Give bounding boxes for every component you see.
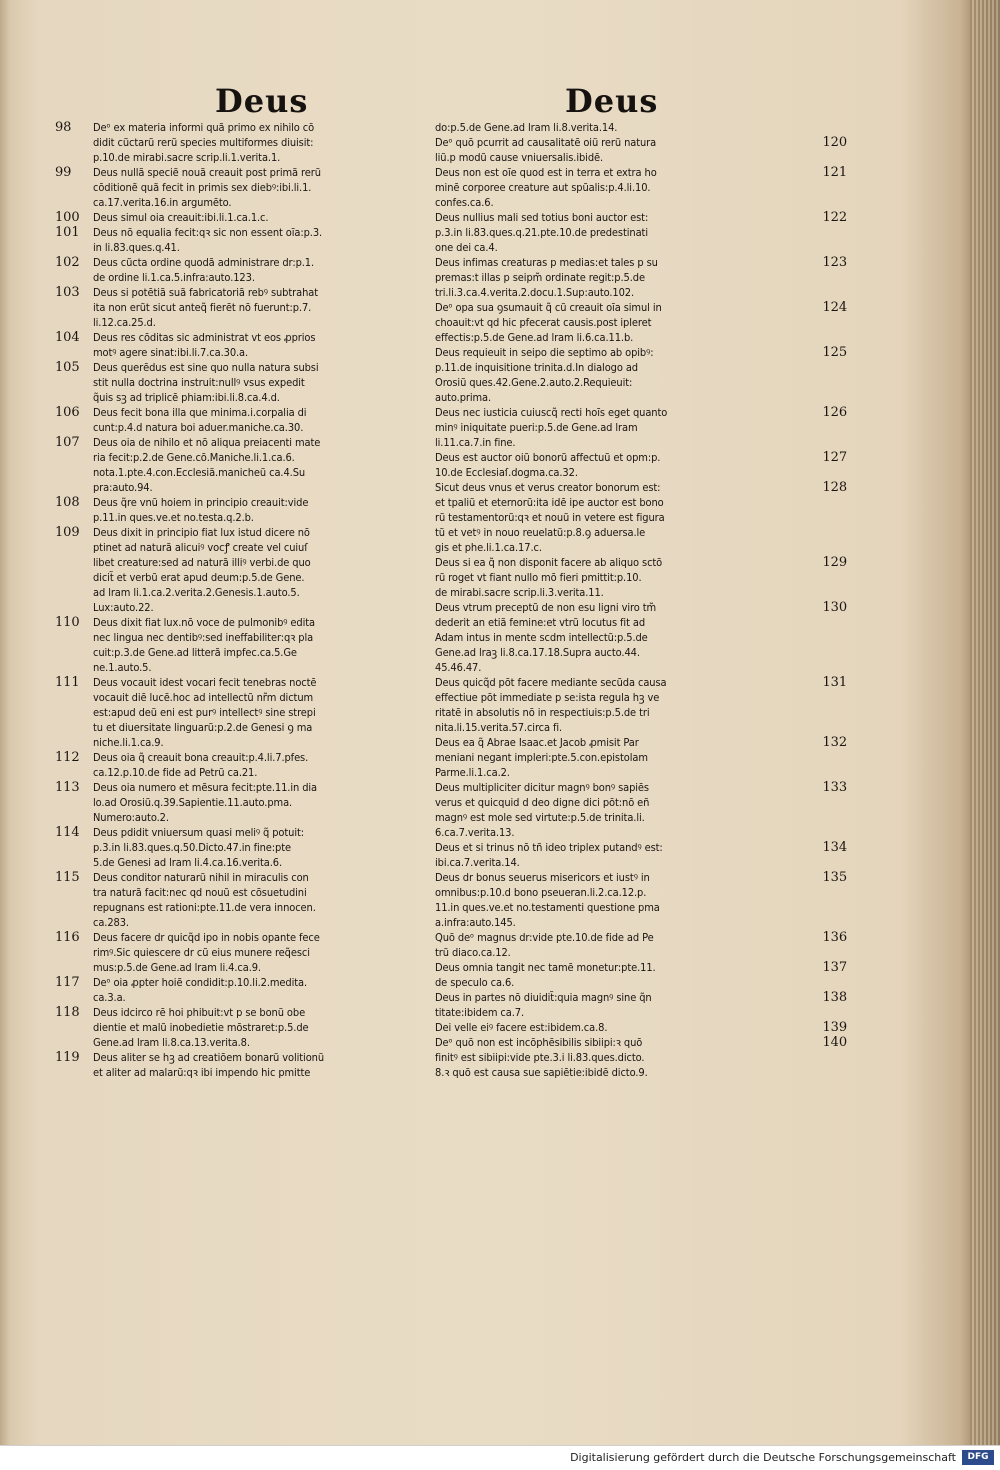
entry-number: 132 bbox=[822, 735, 847, 750]
index-entry bbox=[435, 675, 847, 735]
entry-number: 98 bbox=[55, 120, 72, 135]
index-entry bbox=[55, 1005, 435, 1050]
entry-text: Quō deᵒ magnus dr:vide pte.10.de fide ad Pe trũ diaco.ca.12. bbox=[435, 931, 654, 959]
entry-text: Deus in partes nō diuidit̃:quia magnꝰ sine q̃n titate:ibidem ca.7. bbox=[435, 991, 652, 1019]
entry-number: 121 bbox=[822, 165, 847, 180]
running-head-left: Deus bbox=[215, 82, 309, 120]
entry-text: Deus nō equalia fecit:qꝛ sic non essent oīa:p.3. in li.83.ques.q.41. bbox=[93, 226, 323, 254]
index-entry bbox=[435, 345, 847, 405]
entry-number: 133 bbox=[822, 780, 847, 795]
entry-text: Deus infimas creaturas p medias:et tales p su premas:t illas p seipm̃ ordinate regit:p.5.de tri.li.3.ca.4.verita.2.docu.1.Sup:auto.102. bbox=[435, 256, 658, 299]
entry-number: 113 bbox=[55, 780, 80, 795]
entry-text: Deus dr bonus seuerus misericors et iustꝰ in omnibus:p.10.d bono pseueran.li.2.ca.12.p. 11.in ques.ve.et no.testamenti questione pma a.infra:auto.145. bbox=[435, 871, 660, 929]
entry-text: Deus nullius mali sed totius boni auctor est: p.3.in li.83.ques.q.21.pte.10.de predestinati one dei ca.4. bbox=[435, 211, 649, 254]
index-entry bbox=[55, 210, 435, 225]
entry-number: 116 bbox=[55, 930, 80, 945]
page-edge bbox=[970, 0, 1000, 1445]
entry-number: 137 bbox=[822, 960, 847, 975]
entry-text: Deus nullã speciẽ nouã creauit post primã rerũ cōditionẽ quã fecit in primis sex diebꝰ:ibi.li.1. ca.17.verita.16.in argumēto. bbox=[93, 166, 321, 209]
entry-text: Deus quicq̃d pōt facere mediante secũda causa effectiue pōt immediate p se:ista regula hꝫ ve ritatē in absolutis nō in respectiuis:p.5.de tri nita.li.15.verita.57.circa fi. bbox=[435, 676, 667, 734]
index-entry bbox=[55, 330, 435, 360]
index-entry bbox=[435, 480, 847, 555]
entry-text: Deus non est oīe quod est in terra et extra ho minē corporee creature aut spũalis:p.4.li.10. confes.ca.6. bbox=[435, 166, 657, 209]
entry-text: Deus conditor naturarũ nihil in miraculis con tra naturã facit:nec qd nouũ est cōsuetudini repugnans est rationi:pte.11.de vera innocen. ca.283. bbox=[93, 871, 316, 929]
entry-number: 110 bbox=[55, 615, 80, 630]
index-entry bbox=[435, 120, 805, 135]
entry-text: Deᵒ quō non est incōphēsibilis sibiipi:ꝛ quō finitꝰ est sibiipi:vide pte.3.i li.83.ques.dicto. 8.ꝛ quō est causa sue sapiētie:ibidē dicto.9. bbox=[435, 1036, 648, 1079]
index-entry bbox=[435, 555, 847, 600]
index-entry bbox=[435, 165, 847, 210]
entry-text: Deᵒ ex materia informi quã primo ex nihilo cō didit cũctarũ rerũ species multiformes diuisit: p.10.de mirabi.sacre scrip.li.1.verita.1. bbox=[93, 121, 315, 164]
entry-text: Deus si potētiã suã fabricatoriã rebꝰ subtrahat ita non erũt sicut anteq̃ fierēt nō fuerunt:p.7. li.12.ca.25.d. bbox=[93, 286, 318, 329]
index-entry bbox=[55, 675, 435, 750]
entry-number: 117 bbox=[55, 975, 80, 990]
index-entry bbox=[55, 525, 435, 615]
entry-number: 109 bbox=[55, 525, 80, 540]
entry-text: do:p.5.de Gene.ad lram li.8.verita.14. bbox=[435, 121, 618, 134]
index-entry bbox=[435, 930, 847, 960]
entry-text: Deus est auctor oiũ bonorũ affectuũ et opm:p. 10.de Ecclesiaſ.dogma.ca.32. bbox=[435, 451, 661, 479]
index-entry bbox=[435, 450, 847, 480]
entry-number: 123 bbox=[822, 255, 847, 270]
index-entry bbox=[435, 1035, 847, 1080]
entry-text: Deus pdidit vniuersum quasi meliꝰ q̃ potuit: p.3.in li.83.ques.q.50.Dicto.47.in fine:pte 5.de Genesi ad lram li.4.ca.16.verita.6. bbox=[93, 826, 305, 869]
entry-number: 119 bbox=[55, 1050, 80, 1065]
entry-number: 140 bbox=[822, 1035, 847, 1050]
entry-text: Deus vtrum preceptũ de non esu ligni viro tm̃ dederit an etiã femine:et vtrũ locutus fit ad Adam intus in mente scdm intellectũ:p.5.de Gene.ad lraꝫ li.8.ca.17.18.Supra aucto.44. 45.46.47. bbox=[435, 601, 657, 674]
entry-text: Deus dixit in principio fiat lux istud dicere nō ptinet ad naturã alicuiꝰ vocꝭ create vel cuiuſ libet creature:sed ad naturã illiꝰ verbi.de quo dicit̃ et verbũ erat apud deum:p.5.de Gene. ad lram li.1.ca.2.verita.2.Genesis.1.auto.5. Lux:auto.22. bbox=[93, 526, 311, 614]
index-entry bbox=[55, 225, 435, 255]
entry-number: 127 bbox=[822, 450, 847, 465]
funding-notice: Digitalisierung gefördert durch die Deutsche Forschungsgemeinschaft bbox=[570, 1451, 956, 1464]
entry-number: 138 bbox=[822, 990, 847, 1005]
entry-number: 136 bbox=[822, 930, 847, 945]
index-entry bbox=[55, 825, 435, 870]
index-entry bbox=[55, 405, 435, 435]
index-entry bbox=[435, 405, 847, 450]
entry-number: 120 bbox=[822, 135, 847, 150]
entry-text: Deus omnia tangit nec tamē monetur:pte.11. de speculo ca.6. bbox=[435, 961, 656, 989]
entry-text: Deus oia numero et mẽsura fecit:pte.11.in dia lo.ad Orosiũ.q.39.Sapientie.11.auto.pma. Numero:auto.2. bbox=[93, 781, 318, 824]
left-column bbox=[55, 120, 435, 1080]
index-entry bbox=[435, 300, 847, 345]
entry-number: 134 bbox=[822, 840, 847, 855]
right-column bbox=[435, 120, 847, 1080]
entry-text: Deus q̃re vnũ hoiem in principio creauit:vide p.11.in ques.ve.et no.testa.q.2.b. bbox=[93, 496, 309, 524]
index-entry bbox=[55, 615, 435, 675]
entry-text: Deus querēdus est sine quo nulla natura subsi stit nulla doctrina instruit:nullꝰ vsus expedit q̃uis sꝫ ad triplicē phiam:ibi.li.8.ca.4.d. bbox=[93, 361, 319, 404]
index-entry bbox=[55, 435, 435, 495]
entry-number: 103 bbox=[55, 285, 80, 300]
index-entry bbox=[435, 735, 847, 780]
index-entry bbox=[435, 780, 847, 840]
entry-number: 124 bbox=[822, 300, 847, 315]
entry-number: 122 bbox=[822, 210, 847, 225]
entry-text: Deus ea q̃ Abrae Isaac.et Jacob ꝓmisit Par meniani negant impleri:pte.5.con.epistolam Parme.li.1.ca.2. bbox=[435, 736, 648, 779]
entry-text: Deᵒ quō pcurrit ad causalitatē oiũ rerũ natura liũ.p modũ cause vniuersalis.ibidē. bbox=[435, 136, 657, 164]
entry-text: Deus facere dr quicq̃d ipo in nobis opante fece rimꝰ.Sic quiescere dr cũ eius munere req̃esci mus:p.5.de Gene.ad lram li.4.ca.9. bbox=[93, 931, 320, 974]
index-entry bbox=[55, 285, 435, 330]
dfg-logo: DFG bbox=[962, 1450, 994, 1465]
entry-number: 107 bbox=[55, 435, 80, 450]
index-entry bbox=[55, 780, 435, 825]
index-entry bbox=[435, 990, 847, 1020]
entry-text: Deus oia q̃ creauit bona creauit:p.4.li.7.pfes. ca.12.p.10.de fide ad Petrũ ca.21. bbox=[93, 751, 309, 779]
index-entry bbox=[55, 1050, 435, 1080]
entry-text: Deus fecit bona illa que minima.i.corpalia di cunt:p.4.d natura boi aduer.maniche.ca.30. bbox=[93, 406, 307, 434]
entry-number: 102 bbox=[55, 255, 80, 270]
index-entry bbox=[55, 930, 435, 975]
running-head-right: Deus bbox=[565, 82, 659, 120]
index-entry bbox=[435, 600, 847, 675]
entry-text: Deus vocauit idest vocari fecit tenebras noctē vocauit diē lucē.hoc ad intellectũ nr̃m dictum est:apud deũ eni est purꝰ intellectꝰ sine strepi tu et diuersitate linguarũ:p.2.de Genesi ꝯ ma niche.li.1.ca.9. bbox=[93, 676, 317, 749]
index-entry bbox=[55, 750, 435, 780]
index-entry bbox=[55, 120, 435, 165]
entry-text: Deus nec iusticia cuiuscq̃ recti hoīs eget quanto minꝰ iniquitate pueri:p.5.de Gene.ad lram li.11.ca.7.in fine. bbox=[435, 406, 668, 449]
index-entry bbox=[435, 960, 847, 990]
entry-number: 112 bbox=[55, 750, 80, 765]
index-entry bbox=[55, 870, 435, 930]
entry-number: 100 bbox=[55, 210, 80, 225]
entry-number: 130 bbox=[822, 600, 847, 615]
index-entry bbox=[55, 360, 435, 405]
footer-bar bbox=[0, 1445, 1000, 1470]
entry-text: Deᵒ oia ꝓpter hoiẽ condidit:p.10.li.2.medita. ca.3.a. bbox=[93, 976, 308, 1004]
entry-text: Deus oia de nihilo et nō aliqua preiacenti mate ria fecit:p.2.de Gene.cō.Maniche.li.1.ca.6. nota.1.pte.4.con.Ecclesiã.manicheũ ca.4.Su pra:auto.94. bbox=[93, 436, 321, 494]
index-entry bbox=[435, 870, 847, 930]
entry-number: 101 bbox=[55, 225, 80, 240]
entry-number: 99 bbox=[55, 165, 72, 180]
entry-text: Deus cũcta ordine quodã administrare dr:p.1. de ordine li.1.ca.5.infra:auto.123. bbox=[93, 256, 315, 284]
entry-number: 115 bbox=[55, 870, 80, 885]
entry-text: Deus idcirco rē hoi phibuit:vt p se bonũ obe dientie et malũ inobedietie mōstraret:p.5.de Gene.ad lram li.8.ca.13.verita.8. bbox=[93, 1006, 309, 1049]
entry-text: Deus multipliciter dicitur magnꝰ bonꝰ sapiēs verus et quicquid d deo digne dici pōt:nō eñ magnꝰ est mole sed virtute:p.5.de trinita.li. 6.ca.7.verita.13. bbox=[435, 781, 650, 839]
index-entry bbox=[55, 165, 435, 210]
entry-number: 108 bbox=[55, 495, 80, 510]
entry-number: 114 bbox=[55, 825, 80, 840]
index-entry bbox=[55, 975, 435, 1005]
entry-number: 125 bbox=[822, 345, 847, 360]
entry-number: 131 bbox=[822, 675, 847, 690]
entry-text: Deᵒ opa sua ꝯsumauit q̃ cũ creauit oīa simul in choauit:vt qd hic pfecerat causis.post ipleret effectis:p.5.de Gene.ad lram li.6.ca.11.b. bbox=[435, 301, 662, 344]
index-entry bbox=[435, 840, 847, 870]
index-entry bbox=[55, 255, 435, 285]
entry-number: 118 bbox=[55, 1005, 80, 1020]
entry-number: 128 bbox=[822, 480, 847, 495]
index-entry bbox=[55, 495, 435, 525]
entry-number: 104 bbox=[55, 330, 80, 345]
entry-text: Deus et si trinus nō tñ ideo triplex putandꝰ est: ibi.ca.7.verita.14. bbox=[435, 841, 663, 869]
index-entry bbox=[435, 255, 847, 300]
entry-number: 135 bbox=[822, 870, 847, 885]
entry-number: 106 bbox=[55, 405, 80, 420]
entry-text: Deus aliter se hꝫ ad creatiōem bonarũ volitionũ et aliter ad malarũ:qꝛ ibi impendo hic pmitte bbox=[93, 1051, 325, 1079]
entry-text: Deus res cōditas sic administrat vt eos ꝓprios motꝰ agere sinat:ibi.li.7.ca.30.a. bbox=[93, 331, 316, 359]
index-entry bbox=[435, 135, 847, 165]
entry-number: 105 bbox=[55, 360, 80, 375]
entry-text: Deus simul oia creauit:ibi.li.1.ca.1.c. bbox=[93, 211, 269, 224]
index-entry bbox=[435, 210, 847, 255]
entry-text: Deus dixit fiat lux.nō voce de pulmonibꝰ edita nec lingua nec dentibꝰ:sed ineffabiliter:qꝛ pla cuit:p.3.de Gene.ad litterã impfec.ca.5.Ge ne.1.auto.5. bbox=[93, 616, 315, 674]
entry-text: Deus requieuit in seipo die septimo ab opibꝰ: p.11.de inquisitione trinita.d.In dialogo ad Orosiũ ques.42.Gene.2.auto.2.Requieuit: auto.prima. bbox=[435, 346, 654, 404]
entry-text: Deus si ea q̃ non disponit facere ab aliquo sctō rũ roget vt fiant nullo mō fieri pmittit:p.10. de mirabi.sacre scrip.li.3.verita.11. bbox=[435, 556, 663, 599]
entry-number: 139 bbox=[822, 1020, 847, 1035]
entry-text: Sicut deus vnus et verus creator bonorum est: et tpaliũ et eternorũ:ita idē ipe auctor est bono rũ testamentorũ:qꝛ et nouũ in vetere est figura tũ et vetꝰ in nouo reuelatũ:p.8.ꝯ aduersa.le gis et phe.li.1.ca.17.c. bbox=[435, 481, 665, 554]
index-entry bbox=[435, 1020, 847, 1035]
entry-number: 111 bbox=[55, 675, 80, 690]
entry-text: Dei velle eiꝰ facere est:ibidem.ca.8. bbox=[435, 1021, 608, 1034]
entry-number: 129 bbox=[822, 555, 847, 570]
entry-number: 126 bbox=[822, 405, 847, 420]
